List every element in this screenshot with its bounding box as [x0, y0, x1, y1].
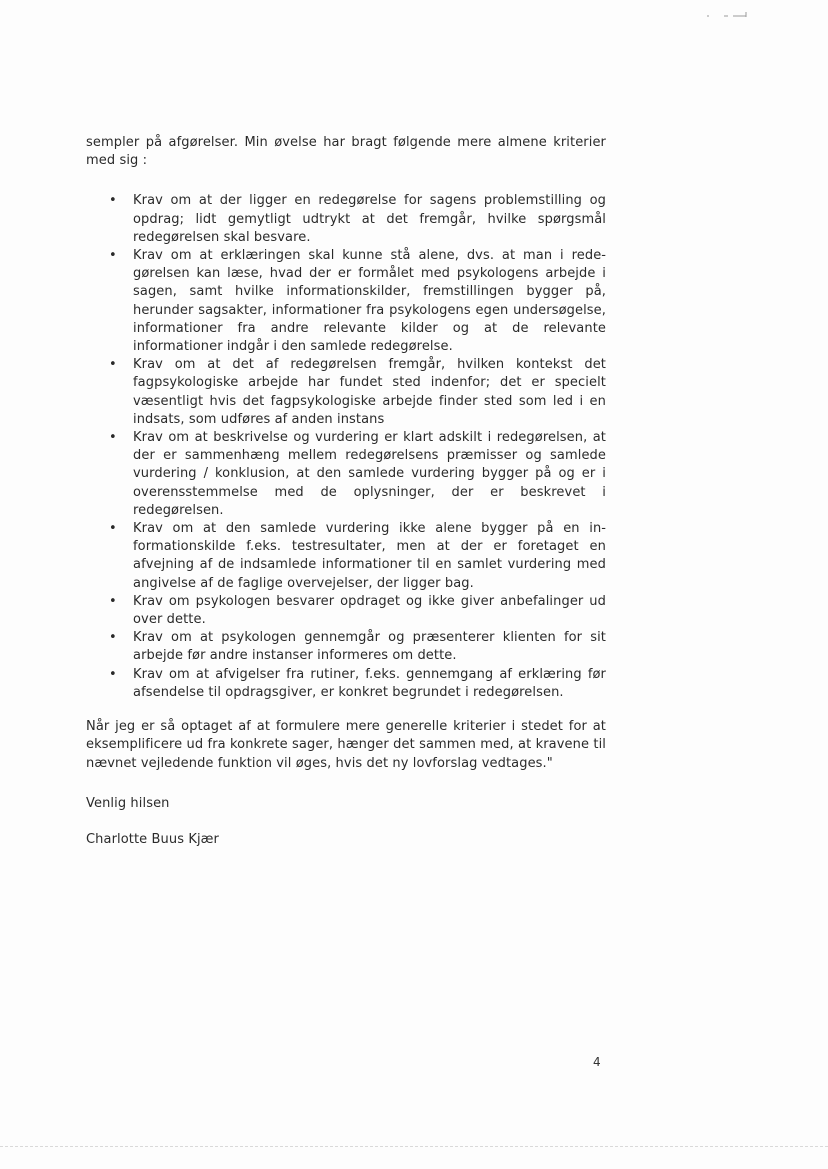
list-item — [109, 192, 606, 247]
signature: Charlotte Buus Kjær — [86, 831, 219, 847]
criterion-text: Krav om at beskrivelse og vurdering er klart adskilt i redegørelsen, at der er sammenhæng mellem redegørelsens præmisser og samlede vurdering / konklusion, at den samlede vurdering bygger på og er i overensstemmelse med de oplysninger, der er beskrevet i redegørelsen. — [133, 430, 606, 518]
criteria-list — [86, 192, 606, 702]
criterion-text: Krav om at den samlede vurdering ikke alene bygger på en informationskilde f.eks. testresultater, men at der er foretaget en afvejning af de indsamlede informationer til en samlet vurdering med angivelse af de faglige overvejelser, der ligger bag. — [133, 521, 606, 591]
criterion-text: Krav om at det af redegørelsen fremgår, hvilken kontekst det fagpsykologiske arbejde har fundet sted indenfor; det er specielt væsentligt hvis det fagpsykologiske arbejde finder sted som led i en indsats, som udføres af anden instans — [133, 357, 606, 427]
closing-paragraph: Når jeg er så optaget af at formulere mere generelle kriterier i stedet for at eksemplificere ud fra konkrete sager, hænger det sammen med, at kravene til nævnet vejledende funktion vil øges, hvis det ny lovforslag vedtages." — [86, 719, 606, 771]
list-item — [109, 520, 606, 593]
criterion-text: Krav om at der ligger en redegørelse for sagens problemstilling og opdrag; lidt gemytligt udtrykt at det fremgår, hvilke spørgsmål redegørelsen skal besvare. — [133, 193, 606, 245]
scan-mark-icon — [706, 10, 748, 20]
list-item — [109, 666, 606, 702]
criterion-text: Krav om psykologen besvarer opdraget og ikke giver anbefalinger ud over dette. — [133, 593, 606, 628]
list-item — [109, 429, 606, 520]
bullet-icon: • — [109, 630, 117, 646]
bullet-icon: • — [109, 193, 117, 209]
greeting: Venlig hilsen — [86, 795, 170, 811]
criterion-text: Krav om at erklæringen skal kunne stå alene, dvs. at man i redegørelsen kan læse, hvad der er formålet med psykologens arbejde i sagen, samt hvilke informationskilder, fremstillingen bygger på, herunder sagsakter, informationer fra psykologens egen undersøgelse, informationer fra andre relevante kilder og at de relevante informationer indgår i den samlede redegørelse. — [133, 248, 606, 355]
list-item — [109, 629, 606, 665]
bullet-icon: • — [109, 248, 117, 264]
letter-body — [86, 134, 606, 849]
bullet-icon: • — [109, 430, 117, 446]
criterion-text: Krav om at psykologen gennemgår og præsenterer klienten for sit arbejde før andre instanser informeres om dette. — [133, 630, 606, 664]
list-item — [109, 247, 606, 356]
criterion-text: Krav om at afvigelser fra rutiner, f.eks. gennemgang af erklæring før afsendelse til opdragsgiver, er konkret begrundet i redegørelsen. — [133, 666, 606, 700]
intro-paragraph: sempler på afgørelser. Min øvelse har bragt følgende mere almene kriterier med sig : — [86, 135, 606, 169]
bullet-icon: • — [109, 666, 117, 682]
page-number: 4 — [593, 1055, 601, 1069]
bullet-icon: • — [109, 521, 117, 537]
list-item — [109, 593, 606, 629]
scan-edge-divider — [0, 1146, 828, 1148]
bullet-icon: • — [109, 593, 117, 609]
bullet-icon: • — [109, 357, 117, 373]
list-item — [109, 356, 606, 429]
